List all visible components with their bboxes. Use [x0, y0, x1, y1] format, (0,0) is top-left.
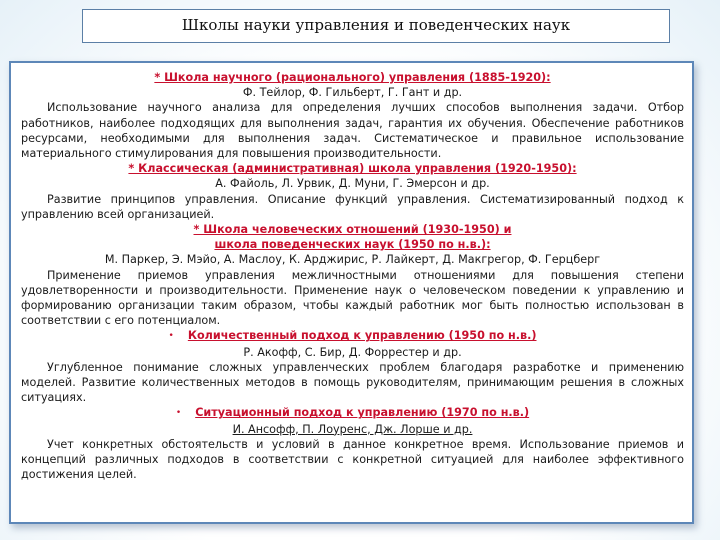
section-heading-behavioral: школа поведенческих наук (1950 по н.в.):	[214, 238, 491, 252]
section-authors-situational: И. Ансофф, П. Лоуренс, Дж. Лорше и др.	[232, 422, 473, 436]
slide-title: Школы науки управления и поведенческих наук	[82, 9, 670, 43]
content-panel	[9, 61, 694, 524]
section-authors-quantitative: Р. Акофф, С. Бир, Д. Форрестер и др.	[243, 345, 462, 359]
section-text-quantitative: Углубленное понимание сложных управленческих проблем благодаря разработке и применению моделей. Развитие количественных методов в помощь руководителям, принимающим решения в сложных ситуациях.	[21, 360, 684, 405]
section-authors-scientific: Ф. Тейлор, Ф. Гильберт, Г. Гант и др.	[242, 86, 463, 100]
section-heading-human-relations: * Школа человеческих отношений (1930-1950) и	[193, 223, 512, 237]
section-text-scientific: Использование научного анализа для определения лучших способов выполнения задачи. Отбор работников, наиболее подходящих для выполнения задач, гарантия их обучения. Обеспечение работников ресурсами, необходимыми для выполнения задач. Систематическое и правильное использование материального стимулирования для повышения производительности.	[21, 101, 684, 161]
section-heading-scientific: * Школа научного (рационального) управления (1885-1920):	[154, 71, 551, 84]
section-authors-classical: А. Файоль, Л. Урвик, Д. Муни, Г. Эмерсон и др.	[215, 177, 490, 191]
section-heading-classical: * Классическая (административная) школа управления (1920-1950):	[128, 162, 577, 176]
section-text-classical: Развитие принципов управления. Описание функций управления. Систематизированный подход к управлению всей организацией.	[21, 192, 684, 221]
section-text-situational: Учет конкретных обстоятельств и условий в данное конкретное время. Использование приемов и концепций различных подходов в соответствии с конкретной ситуацией для наиболее эффективного достижения целей.	[21, 437, 684, 482]
bullet-icon: •	[175, 408, 182, 419]
bullet-icon: •	[168, 331, 174, 342]
section-heading-quantitative: • Количественный подход к управлению (1950 по н.в.)	[168, 329, 537, 343]
section-authors-behavioral: М. Паркер, Э. Мэйо, А. Маслоу, К. Арджирис, Р. Лайкерт, Д. Макгрегор, Ф. Герцберг	[104, 253, 601, 267]
section-text-behavioral: Применение приемов управления межличностными отношениями для повышения степени удовлетворенности и производительности. Применение наук о человеческом поведении к управлению и формированию организации таким образом, чтобы каждый работник мог быть полностью использован в соответствии с его потенциалом.	[21, 268, 684, 328]
section-heading-situational: • Ситуационный подход к управлению (1970 по н.в.)	[175, 406, 530, 420]
